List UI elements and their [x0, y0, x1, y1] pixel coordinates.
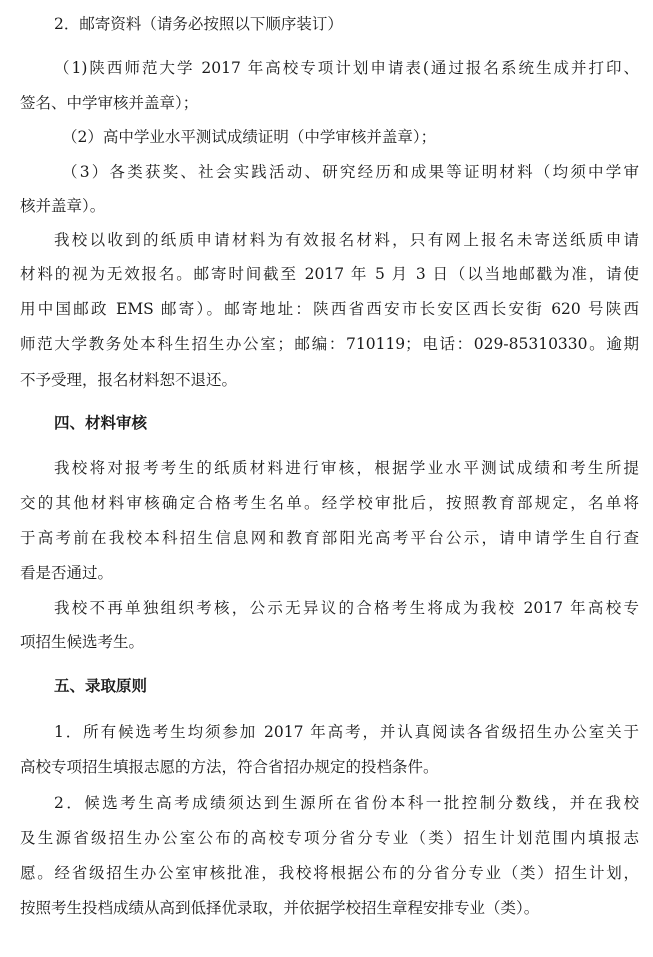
paragraph-line: 按照考生投档成绩从高到低择优录取，并依据学校招生章程安排专业（类）。: [20, 899, 540, 917]
paragraph-line: 1．所有候选考生均须参加 2017 年高考，并认真阅读各省级招生办公室关于: [54, 723, 639, 741]
paragraph-line: 2．候选考生高考成绩须达到生源所在省份本科一批控制分数线，并在我校: [54, 794, 639, 812]
paragraph-line: 不予受理，报名材料恕不退还。: [20, 371, 238, 389]
paragraph-line: 愿。经省级招生办公室审核批准，我校将根据公布的分省分专业（类）招生计划，: [20, 864, 639, 882]
paragraph-line: 用中国邮政 EMS 邮寄）。邮寄地址：陕西省西安市长安区西长安街 620 号陕西: [20, 300, 639, 318]
paragraph-line: 高校专项招生填报志愿的方法，符合省招办规定的投档条件。: [20, 758, 439, 776]
paragraph-line: 师范大学教务处本科生招生办公室；邮编：710119；电话：029-85310330。逾期: [20, 335, 639, 353]
paragraph-line: 核并盖章）。: [20, 197, 106, 215]
list-item: （2）高中学业水平测试成绩证明（中学审核并盖章）；: [62, 128, 437, 146]
paragraph-line: 我校以收到的纸质申请材料为有效报名材料，只有网上报名未寄送纸质申请: [54, 231, 639, 249]
paragraph-line: 于高考前在我校本科招生信息网和教育部阳光高考平台公示，请申请学生自行查: [20, 529, 639, 547]
paragraph-line: 看是否通过。: [20, 564, 114, 582]
section-heading-review: 四、材料审核: [54, 414, 148, 432]
section-item-mailing: 2．邮寄资料（请务必按照以下顺序装订）: [54, 15, 343, 33]
section-heading-admission: 五、录取原则: [54, 677, 148, 695]
paragraph-line: 我校将对报考考生的纸质材料进行审核，根据学业水平测试成绩和考生所提: [54, 459, 639, 477]
paragraph-line: 交的其他材料审核确定合格考生名单。经学校审批后，按照教育部规定，名单将: [20, 494, 639, 512]
paragraph-line: 材料的视为无效报名。邮寄时间截至 2017 年 5 月 3 日（以当地邮戳为准，请使: [20, 265, 639, 283]
paragraph-line: 我校不再单独组织考核，公示无异议的合格考生将成为我校 2017 年高校专: [54, 599, 639, 617]
paragraph-line: 项招生候选考生。: [20, 633, 145, 651]
list-item: （3）各类获奖、社会实践活动、研究经历和成果等证明材料（均须中学审: [62, 163, 639, 181]
paragraph-line: 签名、中学审核并盖章）；: [20, 94, 199, 112]
paragraph-line: （1)陕西师范大学 2017 年高校专项计划申请表(通过报名系统生成并打印、: [54, 59, 639, 77]
paragraph-line: 及生源省级招生办公室公布的高校专项分省分专业（类）招生计划范围内填报志: [20, 829, 639, 847]
